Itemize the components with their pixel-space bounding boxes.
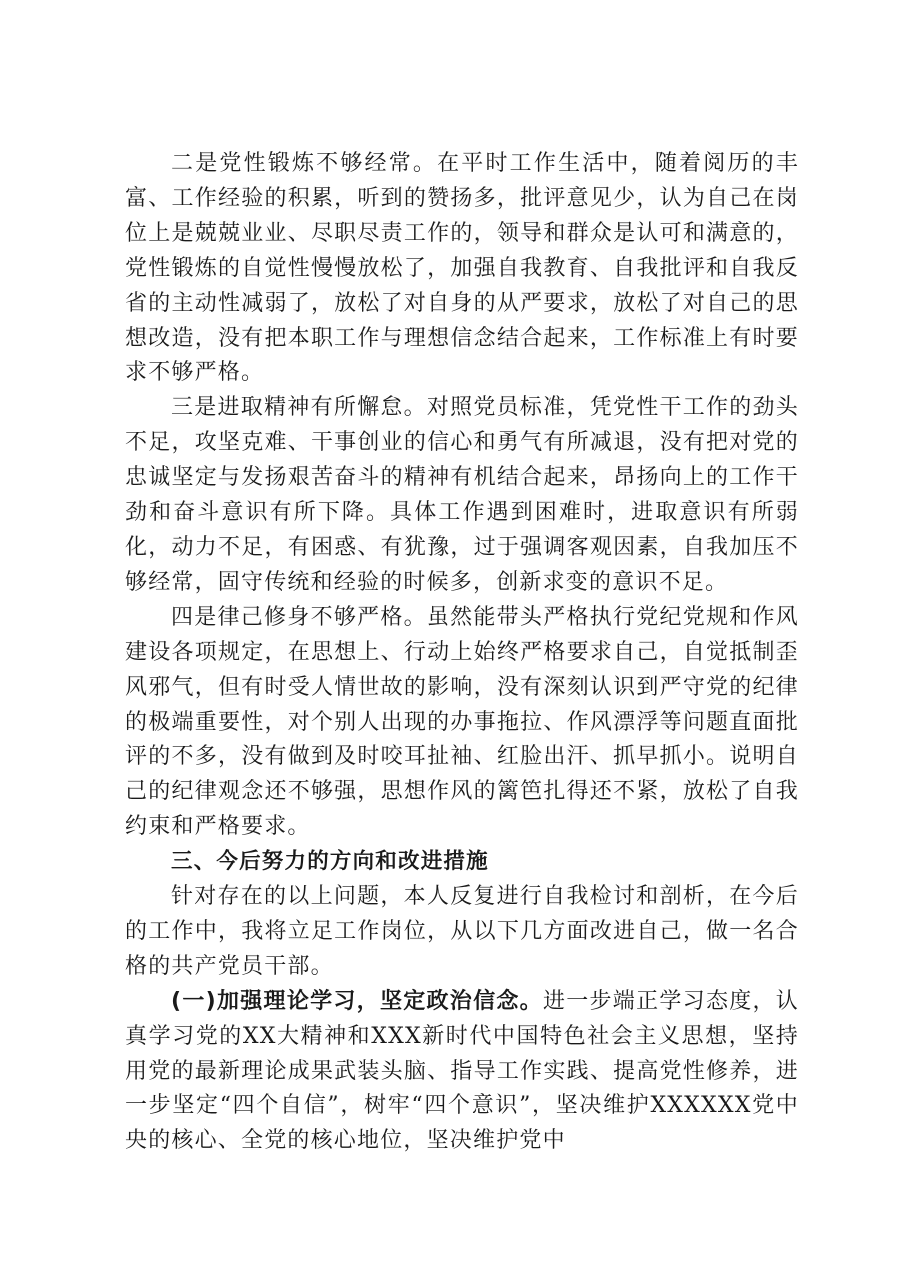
- document-body: [125, 147, 799, 1159]
- paragraph-self-discipline: [125, 601, 799, 845]
- item-text: 进一步端正学习态度，认真学习党的XX大精神和XXX新时代中国特色社会主义思想，坚持用党的最新理论成果武装头脑、指导工作实践、提高党性修养，进一步坚定“四个自信”，树牢“四个意识”，坚决维护XXXXXX党中央的核心、全党的核心地位，坚决维护党中: [125, 988, 799, 1154]
- paragraph-lead: 四是律己修身不够严格。: [171, 604, 427, 630]
- paragraph-party-spirit: [125, 147, 799, 391]
- paragraph-enterprising-spirit: [125, 391, 799, 600]
- paragraph-lead: 三是进取精神有所懈怠。: [171, 395, 427, 421]
- section-heading: 三、今后努力的方向和改进措施: [171, 849, 489, 875]
- paragraph-intro: 针对存在的以上问题，本人反复进行自我检讨和剖析，在今后的工作中，我将立足工作岗位，从以下几方面改进自己，做一名合格的共产党员干部。: [125, 884, 799, 979]
- paragraph-theory-study: [125, 985, 799, 1160]
- paragraph-text: 虽然能带头严格执行党纪党规和作风建设各项规定，在思想上、行动上始终严格要求自己，自觉抵制歪风邪气，但有时受人情世故的影响，没有深刻认识到严守党的纪律的极端重要性，对个别人出现的办事拖拉、作风漂浮等问题直面批评的不多，没有做到及时咬耳扯袖、红脸出汗、抓早抓小。说明自己的纪律观念还不够强，思想作风的篱笆扎得还不紧，放松了自我约束和严格要求。: [125, 604, 800, 840]
- paragraph-lead: 二是党性锻炼不够经常。: [171, 151, 438, 176]
- item-lead: (一)加强理论学习，坚定政治信念。: [171, 988, 543, 1014]
- paragraph-text: 在平时工作生活中，随着阅历的丰富、工作经验的积累，听到的赞扬多，批评意见少，认为自己在岗位上是兢兢业业、尽职尽责工作的，领导和群众是认可和满意的，党性锻炼的自觉性慢慢放松了，加强自我教育、自我批评和自我反省的主动性减弱了，放松了对自身的从严要求，放松了对自己的思想改造，没有把本职工作与理想信念结合起来，工作标准上有时要求不够严格。: [125, 151, 799, 386]
- paragraph-text: 对照党员标准，凭党性干工作的劲头不足，攻坚克难、干事创业的信心和勇气有所减退，没有把对党的忠诚坚定与发扬艰苦奋斗的精神有机结合起来，昂扬向上的工作干劲和奋斗意识有所下降。具体工作遇到困难时，进取意识有所弱化，动力不足，有困惑、有犹豫，过于强调客观因素，自我加压不够经常，固守传统和经验的时候多，创新求变的意识不足。: [125, 395, 800, 595]
